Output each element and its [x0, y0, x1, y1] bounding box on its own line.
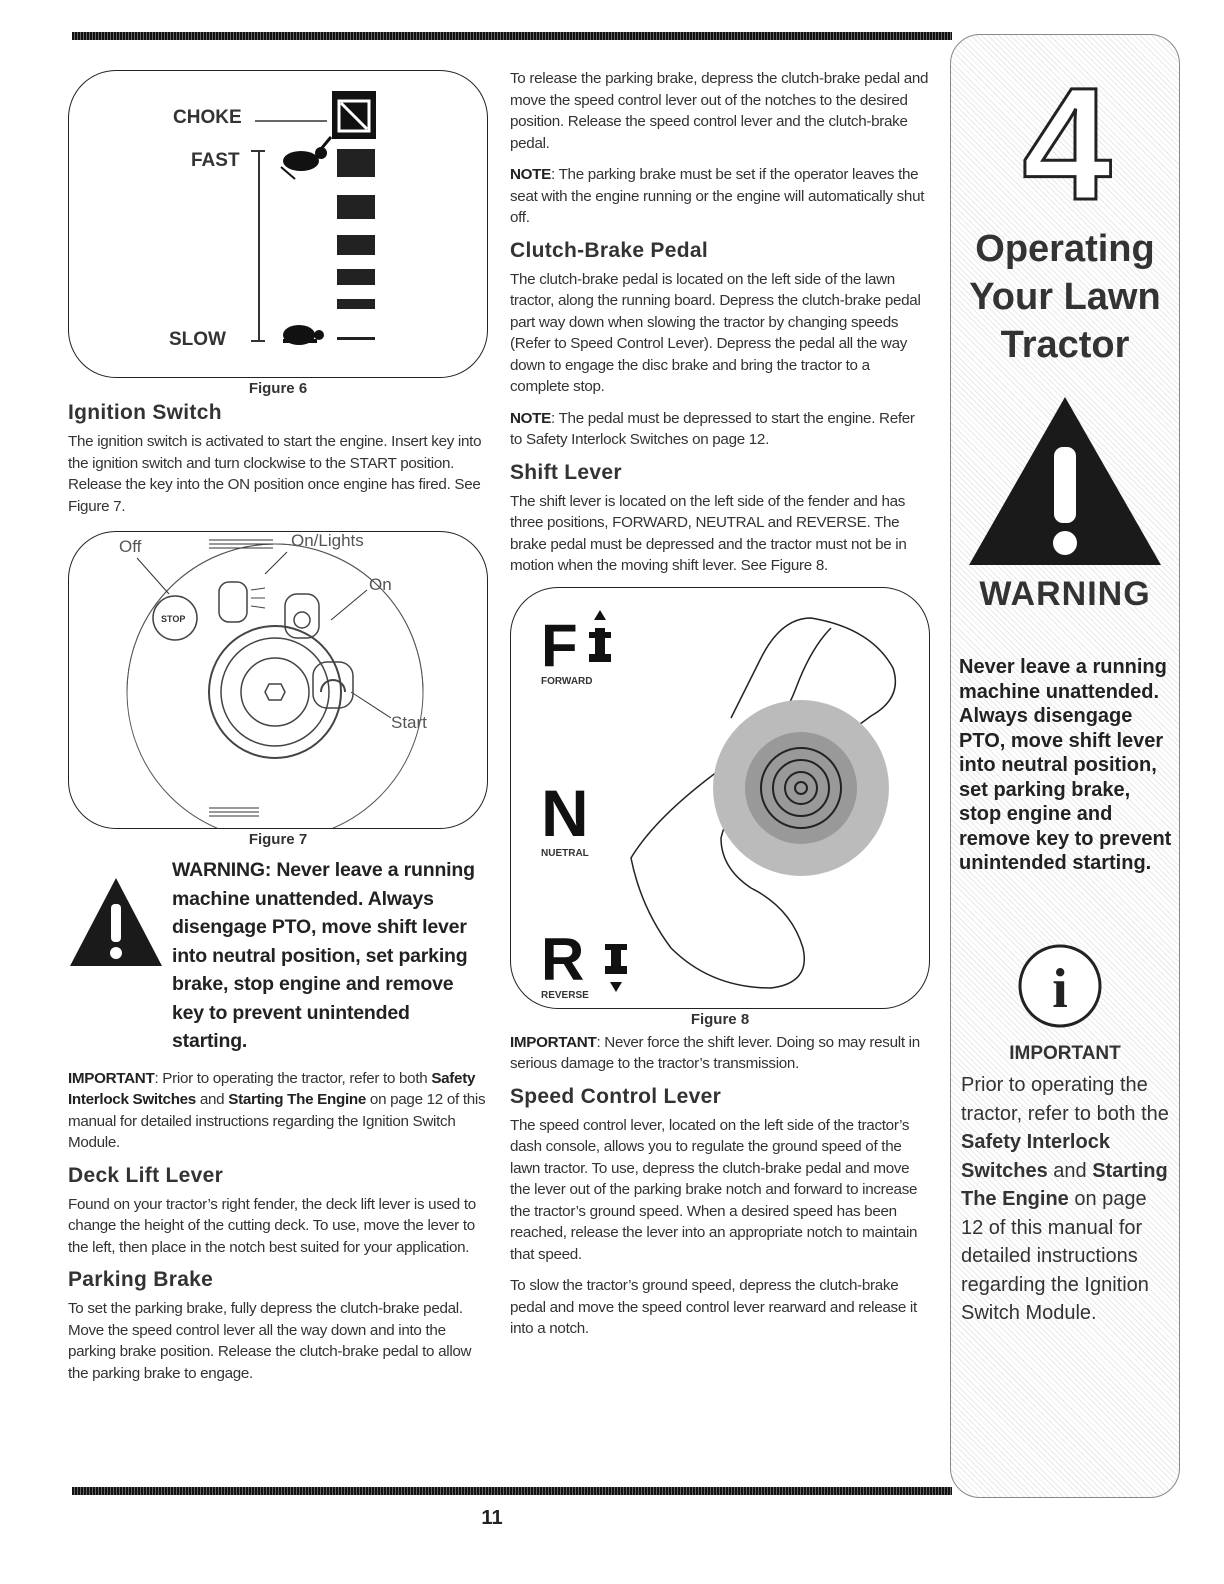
fast-label: FAST [191, 150, 240, 171]
sidebar-warning-text: Never leave a running machine unattended. Always disengage PTO, move shift lever into neutral position, set parking brake, stop engine and remove key to prevent unintended starting. [959, 656, 1172, 874]
important-label: IMPORTANT [68, 1069, 155, 1087]
forward-label: FORWARD [541, 675, 593, 687]
speed-body-2: To slow the tractor’s ground speed, depress the clutch-brake pedal and move the speed control lever rearward and release it into a notch. [510, 1277, 917, 1337]
reverse-letter: R [541, 925, 585, 993]
figure-6-caption: Figure 6 [248, 380, 308, 397]
figure-7 [68, 531, 488, 829]
speed-heading: Speed Control Lever [510, 1084, 722, 1108]
parking-brake-heading: Parking Brake [68, 1268, 214, 1291]
clutch-heading: Clutch-Brake Pedal [510, 238, 708, 262]
important-paragraph-2: IMPORTANT: Never force the shift lever. Doing so may result in serious damage to the tractor’s transmission. [510, 1033, 920, 1072]
start-position-icon [313, 662, 353, 708]
shift-heading: Shift Lever [510, 460, 622, 484]
headlight-icon [219, 582, 265, 622]
figure-7-caption: Figure 7 [248, 831, 308, 848]
page-number: 11 [481, 1507, 503, 1529]
turtle-icon [283, 325, 324, 345]
start-label: Start [391, 713, 427, 732]
choke-throttle-diagram [69, 71, 487, 377]
off-label: Off [119, 537, 142, 556]
chapter-number-graphic [1022, 63, 1112, 211]
ignition-body: The ignition switch is activated to start the engine. Insert key into the ignition switch and turn clockwise to the START position. Release the key into the ON position once engine has fired. See Figure 7. [68, 433, 482, 515]
middle-column [510, 68, 930, 1350]
shift-body: The shift lever is located on the left side of the fender and has three positions, FORWARD, NEUTRAL and REVERSE. The brake pedal must be depressed and the tractor must not be in motion when the moving shift lever. See Figure 8. [510, 492, 907, 574]
figure-6 [68, 70, 488, 378]
left-column [68, 70, 488, 1394]
ignition-heading: Ignition Switch [68, 401, 222, 424]
svg-text:i: i [1052, 958, 1068, 1020]
bottom-rule [72, 1487, 952, 1495]
shift-lever-diagram [511, 588, 929, 1008]
choke-label: CHOKE [173, 107, 242, 128]
info-icon [1015, 941, 1105, 1031]
warning-block [68, 856, 488, 1056]
stop-label: STOP [161, 614, 186, 624]
parking-brake-note: NOTE: The parking brake must be set if the operator leaves the seat with the engine running or the engine will automatically shut off. [510, 166, 925, 226]
warning-text: WARNING: Never leave a running machine unattended. Always disengage PTO, move shift lever into neutral position, set parking brake, stop engine and remove key to prevent unintended starting. [172, 859, 475, 1052]
neutral-letter: N [541, 775, 589, 850]
clutch-body: The clutch-brake pedal is located on the left side of the lawn tractor, along the running board. Depress the clutch-brake pedal part way down when slowing the tractor by changing speeds (Refer to Speed Control Lever). Depress the pedal all the way down to engage the disc brake and bring the tractor to a complete stop. [510, 270, 921, 395]
important-paragraph-1: IMPORTANT: Prior to operating the tractor, refer to both Safety Interlock Switches and Starting The Engine on page 12 of this manual for detailed instructions regarding the Ignition Switch Module. [68, 1069, 486, 1151]
sidebar-important-text: Prior to operating the tractor, refer to both the Safety Interlock Switches and Starting The Engine on page 12 of this manual for detailed instructions regarding the Ignition Switch Module. [961, 1074, 1169, 1324]
parking-brake-body-2: To release the parking brake, depress the clutch-brake pedal and move the speed control lever out of the notches to the desired position. Release the speed control lever and the clutch-brake pedal. [510, 70, 929, 152]
rabbit-icon [281, 137, 331, 179]
on-lights-label: On/Lights [291, 532, 364, 550]
top-rule [72, 32, 952, 40]
speed-body-1: The speed control lever, located on the left side of the tractor’s dash console, allows you to regulate the ground speed of the lawn tractor. To use, depress the clutch-brake pedal and move the lever out of the parking brake notch and forward to increase the tractor’s ground speed. When a desired speed has been reached, release the lever into an appropriate notch to maintain that speed. [510, 1116, 918, 1263]
figure-8 [510, 587, 930, 1009]
deck-lift-heading: Deck Lift Lever [68, 1163, 224, 1187]
chapter-sidebar [950, 34, 1180, 1498]
warning-large-icon [965, 393, 1165, 569]
neutral-label: NUETRAL [541, 847, 589, 859]
reverse-label: REVERSE [541, 989, 589, 1001]
tractor-reverse-icon [605, 944, 627, 992]
tractor-forward-icon [589, 610, 611, 662]
slow-label: SLOW [169, 329, 226, 350]
parking-brake-body-1: To set the parking brake, fully depress the clutch-brake pedal. Move the speed control lever all the way down and into the parking brake position. Release the clutch-brake pedal to allow the parking brake to engage. [68, 1300, 472, 1382]
on-label: On [369, 575, 392, 594]
figure-8-caption: Figure 8 [690, 1010, 750, 1028]
deck-lift-body: Found on your tractor’s right fender, the deck lift lever is used to change the height of the cutting deck. To use, move the lever to the left, then place in the notch best suited for your application. [68, 1195, 476, 1256]
chapter-title: Operating Your Lawn Tractor [969, 228, 1161, 366]
ignition-switch-diagram [69, 532, 487, 828]
sidebar-warning-title: WARNING [979, 575, 1151, 613]
forward-letter: F [541, 611, 578, 679]
clutch-note: NOTE: The pedal must be depressed to start the engine. Refer to Safety Interlock Switches on page 12. [510, 409, 915, 448]
chapter-number: 4 [1022, 63, 1112, 211]
sidebar-important-title: IMPORTANT [1009, 1043, 1121, 1064]
warning-triangle-icon [68, 874, 164, 970]
